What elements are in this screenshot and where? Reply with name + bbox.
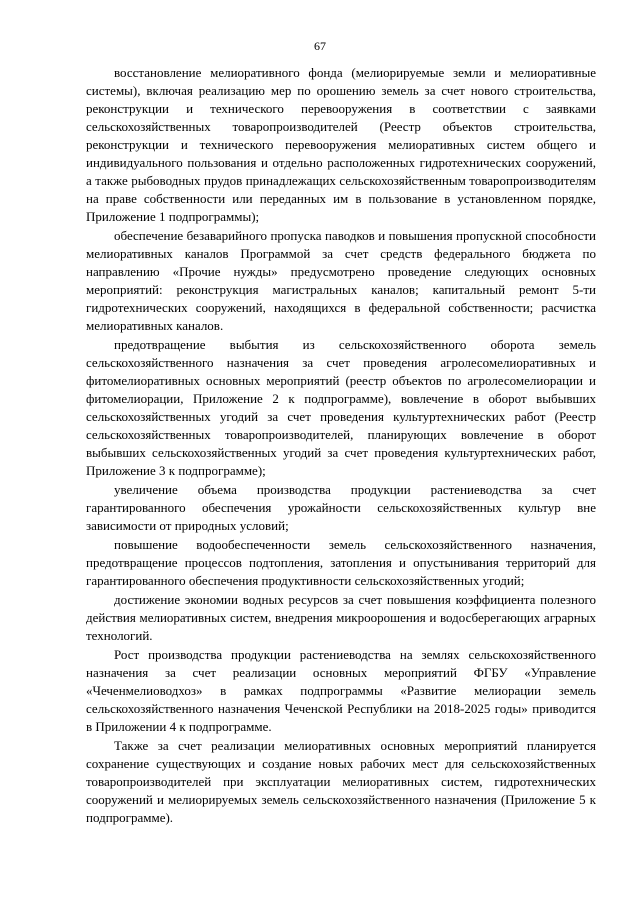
paragraph-land-retention: предотвращение выбытия из сельскохозяйственного оборота земель сельскохозяйственного назначения за счет проведения агролесомелиоративных и фитомелиоративных основных мероприятий (реестр объектов по агролесомелиорации и фитомелиорации, Приложение 2 к подпрограмме), вовлечение в оборот выбывших сельскохозяйственных угодий за счет проведения культуртехнических работ (Реестр сельскохозяйственных товаропроизводителей, планирующих вовлечение в оборот выбывших сельскохозяйственных угодий за счет проведения культуртехнических работ, Приложение 3 к подпрограмме); xyxy=(86,337,596,478)
paragraph-reclamation-fund: восстановление мелиоративного фонда (мелиорируемые земли и мелиоративные системы), включая реализацию мер по орошению земель за счет нового строительства, реконструкции и технического перевооружения в соответствии с заявками сельскохозяйственных товаропроизводителей (Реестр объектов строительства, реконструкции и технического перевооружения мелиоративных систем общего и индивидуального пользования и отдельно расположенных гидротехнических сооружений, а также рыбоводных прудов принадлежащих сельскохозяйственным товаропроизводителям на праве собственности или переданных им в пользование в установленном порядке, Приложение 1 подпрограммы); xyxy=(86,65,596,224)
document-body xyxy=(86,64,596,827)
paragraph-water-supply: повышение водообеспеченности земель сельскохозяйственного назначения, предотвращение процессов подтопления, затопления и опустынивания территорий для гарантированного обеспечения продуктивности сельскохозяйственных угодий; xyxy=(86,537,596,588)
paragraph-employment: Также за счет реализации мелиоративных основных мероприятий планируется сохранение существующих и создание новых рабочих мест для сельскохозяйственных товаропроизводителей при эксплуатации мелиоративных систем, гидротехнических сооружений и мелиорируемых земель сельскохозяйственного назначения (Приложение 5 к подпрограмме). xyxy=(86,738,596,825)
paragraph-flood-safety: обеспечение безаварийного пропуска паводков и повышения пропускной способности мелиоративных каналов Программой за счет средств федерального бюджета по направлению «Прочие нужды» предусмотрено проведение следующих основных мероприятий: реконструкция магистральных каналов; капитальный ремонт 5-ти гидротехнических сооружений, находящихся в федеральной собственности; расчистка мелиоративных каналов. xyxy=(86,228,596,333)
paragraph-crop-output: увеличение объема производства продукции растениеводства за счет гарантированного обеспечения урожайности сельскохозяйственных культур вне зависимости от природных условий; xyxy=(86,482,596,533)
paragraph-water-savings: достижение экономии водных ресурсов за счет повышения коэффициента полезного действия мелиоративных систем, внедрения микроорошения и водосберегающих аграрных технологий. xyxy=(86,592,596,643)
page-number: 67 xyxy=(314,39,326,53)
paragraph-production-growth: Рост производства продукции растениеводства на землях сельскохозяйственного назначения за счет реализации основных мероприятий ФГБУ «Управление «Чеченмелиоводхоз» в рамках подпрограммы «Развитие мелиорации земель сельскохозяйственного назначения Чеченской Республики на 2018-2025 годы» приводится в Приложении 4 к подпрограмме. xyxy=(86,647,596,734)
